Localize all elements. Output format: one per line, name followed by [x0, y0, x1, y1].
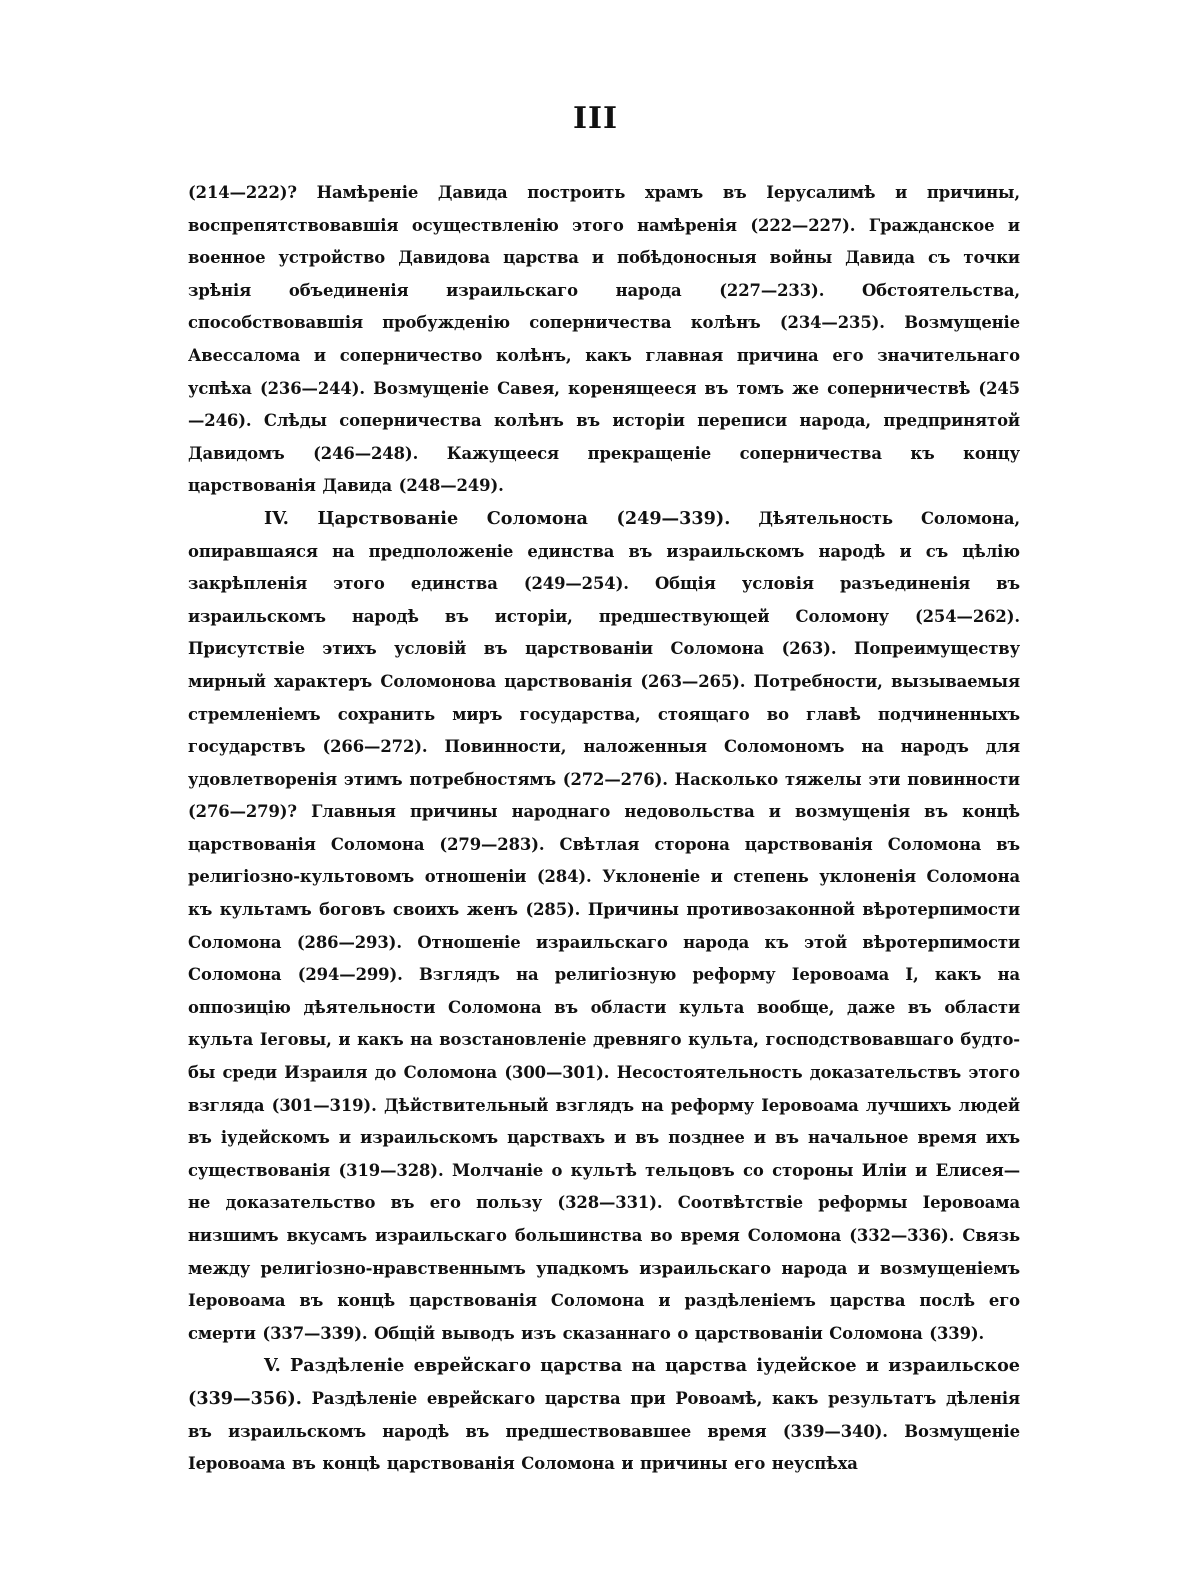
paragraph-text: (214—222)? Намѣреніе Давида построить храмъ въ Іерусалимѣ и причины, воспрепятствовавшія осуществленію этого намѣренія (222—227). Гражданское и военное устройство Давидова царства и побѣдоносныя войны Давида съ точки зрѣнія объединенія израильскаго народа (227—233). Обстоятельства, способствовавшія пробужденію соперничества колѣнъ (234—235). Возмущеніе Авессалома и соперничество колѣнъ, какъ главная причина его значительнаго успѣха (236—244). Возмущеніе Савея, коренящееся въ томъ же соперничествѣ (245—246). Слѣды соперничества колѣнъ въ исторіи переписи народа, предпринятой Давидомъ (246—248). Кажущееся прекращеніе соперничества къ концу царствованія Давида (248—249).: [188, 183, 1020, 496]
text-body: [188, 177, 1020, 1481]
section-iv: [188, 503, 1020, 1350]
section-heading: IV. Царствованіе Соломона (249—339).: [264, 507, 731, 529]
paragraph-continuation: [188, 177, 1020, 503]
section-heading: V. Раздѣленіе еврейскаго царства на царства іудейское и израильское (339—356).: [188, 1355, 1020, 1409]
paragraph-text: Дѣятельность Соломона, опиравшаяся на предположеніе единства въ израильскомъ народѣ и съ цѣлію закрѣпленія этого единства (249—254). Общія условія разъединенія въ израильскомъ народѣ въ исторіи, предшествующей Соломону (254—262). Присутствіе этихъ условій въ царствованіи Соломона (263). Попреимуществу мирный характеръ Соломонова царствованія (263—265). Потребности, вызываемыя стремленіемъ сохранить миръ государства, стоящаго во главѣ подчиненныхъ государствъ (266—272). Повинности, наложенныя Соломономъ на народъ для удовлетворенія этимъ потребностямъ (272—276). Насколько тяжелы эти повинности (276—279)? Главныя причины народнаго недовольства и возмущенія въ концѣ царствованія Соломона (279—283). Свѣтлая сторона царствованія Соломона въ религіозно-культовомъ отношеніи (284). Уклоненіе и степень уклоненія Соломона къ культамъ боговъ своихъ женъ (285). Причины противозаконной вѣротерпимости Соломона (286—293). Отношеніе израильскаго народа къ этой вѣротерпимости Соломона (294—299). Взглядъ на религіозную реформу Іеровоама I, какъ на оппозицію дѣятельности Соломона въ области культа вообще, даже въ области культа Іеговы, и какъ на возстановленіе древняго культа, господствовавшаго будто-бы среди Израиля до Соломона (300—301). Несостоятельность доказательствъ этого взгляда (301—319). Дѣйствительный взглядъ на реформу Іеровоама лучшихъ людей въ іудейскомъ и израильскомъ царствахъ и въ позднее и въ начальное время ихъ существованія (319—328). Молчаніе о культѣ тельцовъ со стороны Иліи и Елисея—не доказательство въ его пользу (328—331). Соотвѣтствіе реформы Іеровоама низшимъ вкусамъ израильскаго большинства во время Соломона (332—336). Связь между религіозно-нравственнымъ упадкомъ израильскаго народа и возмущеніемъ Іеровоама въ концѣ царствованія Соломона и раздѣленіемъ царства послѣ его смерти (337—339). Общій выводъ изъ сказаннаго о царствованіи Соломона (339).: [188, 508, 1021, 1343]
page-number: III: [572, 101, 619, 136]
paragraph-text: Раздѣленіе еврейскаго царства при Ровоамѣ, какъ результатъ дѣленія въ израильскомъ народѣ въ предшествовавшее время (339—340). Возмущеніе Іеровоама въ концѣ царствованія Соломона и причины его неуспѣха: [188, 1388, 1021, 1474]
section-v: [188, 1350, 1020, 1480]
